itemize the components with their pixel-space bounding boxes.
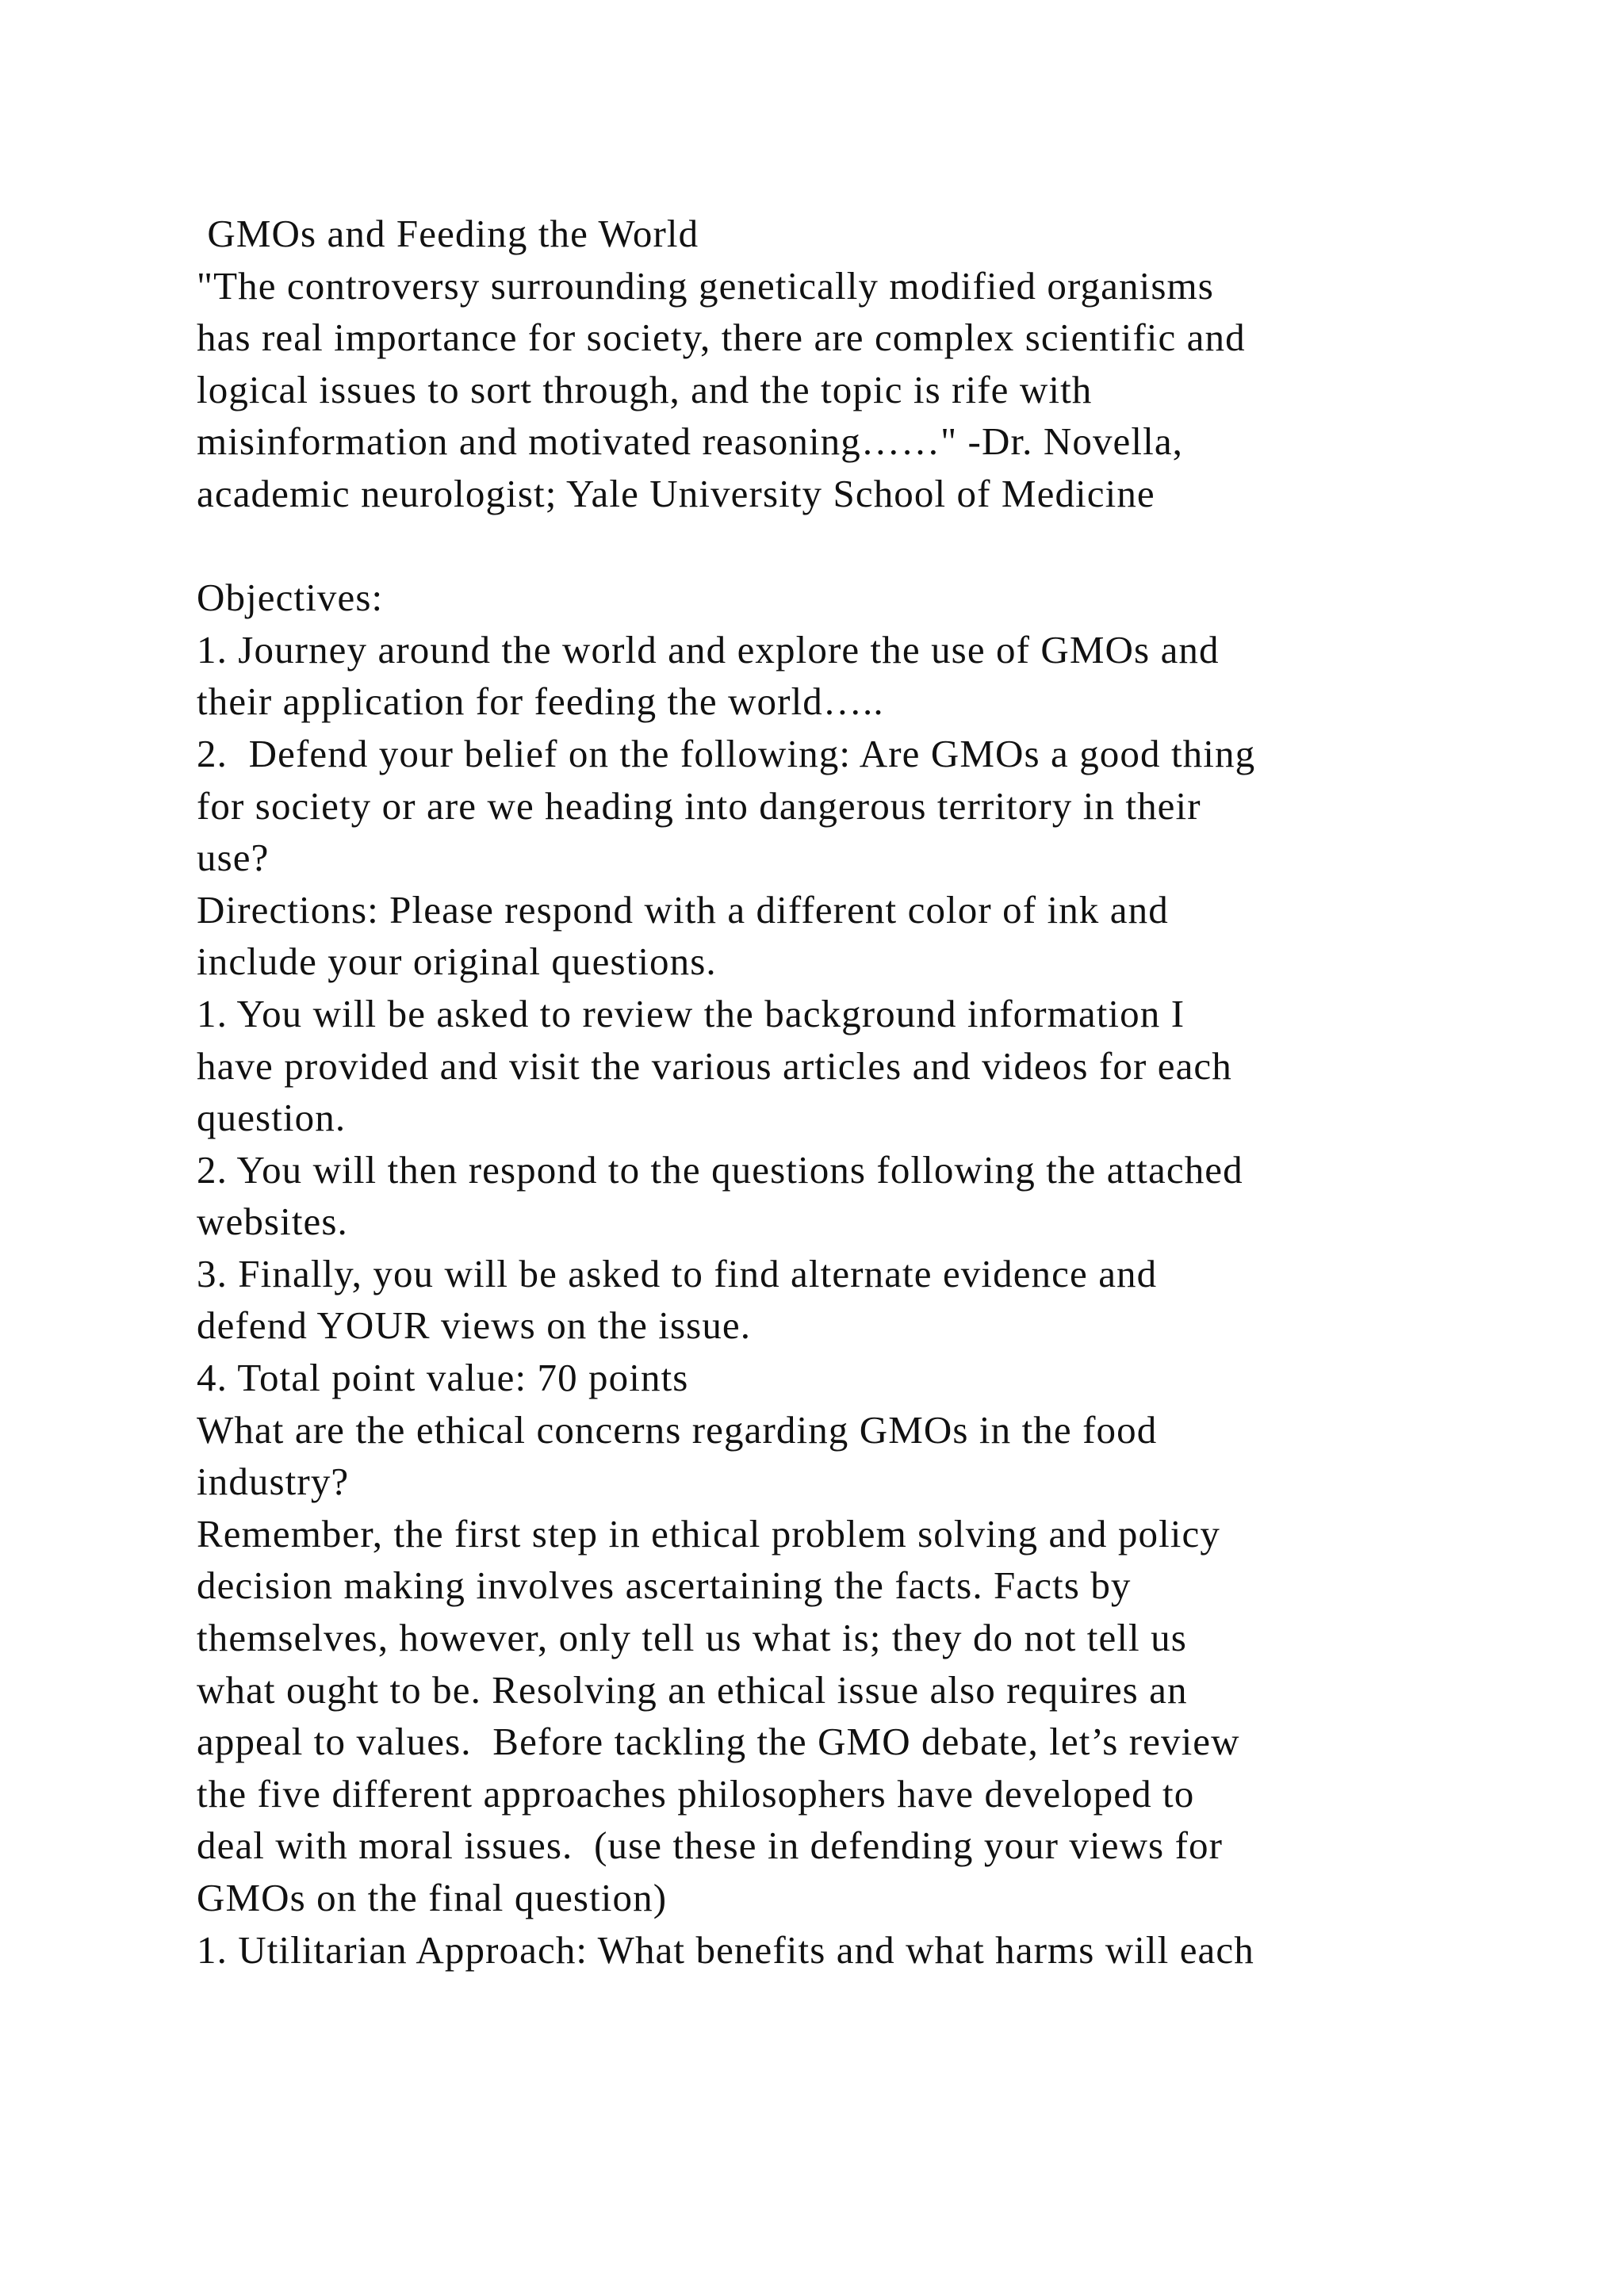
direction-item-line: 1. You will be asked to review the background information I: [197, 991, 1185, 1035]
direction-item-line: defend YOUR views on the issue.: [197, 1303, 752, 1348]
quote-line: "The controversy surrounding genetically modified organisms: [197, 263, 1214, 308]
objective-line: 1. Journey around the world and explore the use of GMOs and: [197, 627, 1220, 672]
document-title: GMOs and Feeding the World: [197, 212, 699, 255]
question-line: What are the ethical concerns regarding GMOs in the food: [197, 1407, 1158, 1452]
objective-line: their application for feeding the world…..: [197, 679, 884, 724]
quote-line: has real importance for society, there are complex scientific and: [197, 316, 1246, 360]
direction-item-line: have provided and visit the various articles and videos for each: [197, 1043, 1232, 1088]
approach-line: 1. Utilitarian Approach: What benefits and what harms will each: [197, 1927, 1254, 1972]
objective-line: for society or are we heading into dangerous territory in their: [197, 783, 1201, 828]
direction-item-line: 4. Total point value: 70 points: [197, 1356, 689, 1400]
objective-line: 2. Defend your belief on the following: Are GMOs a good thing: [197, 731, 1256, 775]
paragraph-line: Remember, the first step in ethical problem solving and policy: [197, 1511, 1220, 1556]
direction-item-line: question.: [197, 1096, 347, 1140]
paragraph-line: what ought to be. Resolving an ethical issue also requires an: [197, 1667, 1188, 1712]
direction-item-line: 2. You will then respond to the questions following the attached: [197, 1147, 1243, 1192]
paragraph-line: the five different approaches philosophers have developed to: [197, 1771, 1195, 1816]
quote-line: logical issues to sort through, and the topic is rife with: [197, 367, 1093, 411]
directions-line: Directions: Please respond with a different color of ink and: [197, 887, 1169, 932]
direction-item-line: 3. Finally, you will be asked to find alternate evidence and: [197, 1251, 1158, 1295]
paragraph-line: GMOs on the final question): [197, 1876, 668, 1919]
paragraph-line: deal with moral issues. (use these in defending your views for: [197, 1823, 1224, 1868]
question-line: industry?: [197, 1460, 350, 1504]
document-body: [197, 208, 1592, 1976]
blank-line: [197, 520, 1592, 572]
quote-attribution: academic neurologist; Yale University School of Medicine: [197, 471, 1155, 515]
objectives-heading: Objectives:: [197, 576, 384, 620]
objective-line: use?: [197, 836, 270, 880]
paragraph-line: themselves, however, only tell us what is; they do not tell us: [197, 1616, 1187, 1660]
paragraph-line: appeal to values. Before tackling the GMO debate, let’s review: [197, 1720, 1240, 1764]
quote-line: misinformation and motivated reasoning……" -Dr. Novella,: [197, 419, 1184, 464]
direction-item-line: websites.: [197, 1200, 348, 1244]
directions-line: include your original questions.: [197, 939, 717, 984]
paragraph-line: decision making involves ascertaining the facts. Facts by: [197, 1563, 1132, 1608]
